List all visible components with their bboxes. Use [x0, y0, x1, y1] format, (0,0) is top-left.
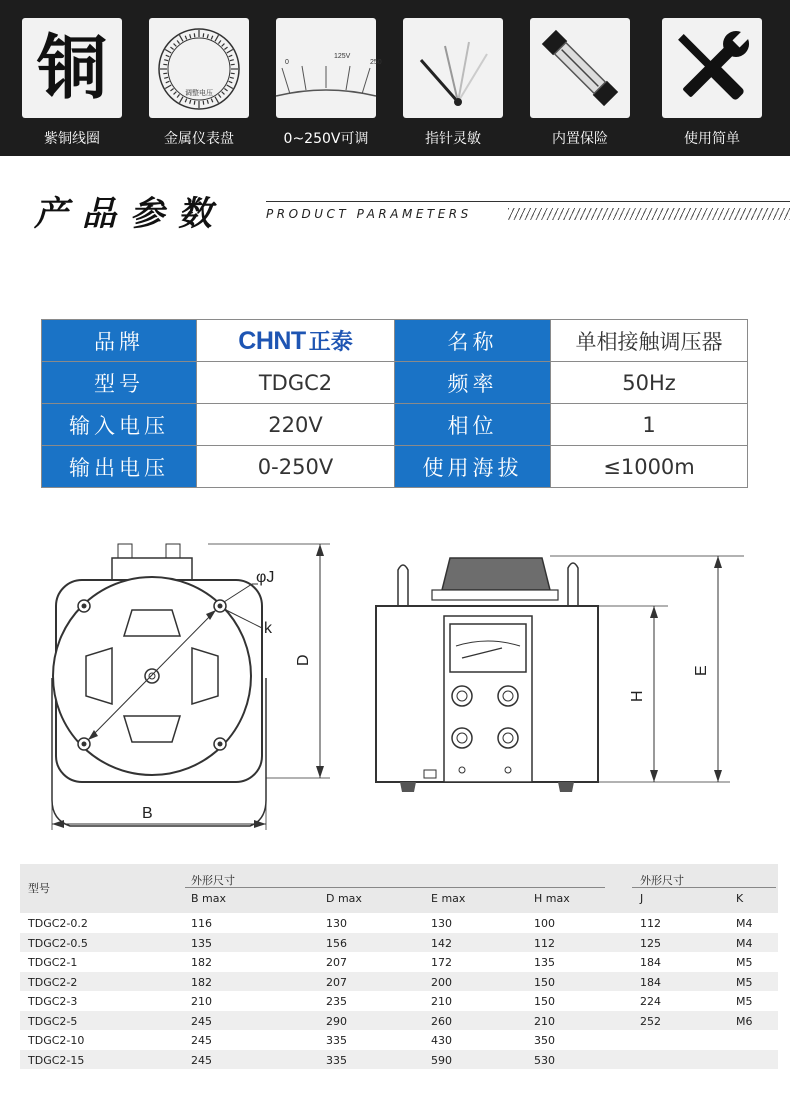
param-row: [42, 320, 748, 362]
param-value: 50Hz: [551, 362, 748, 404]
dial-tick: [203, 33, 204, 37]
dial-tick: [166, 81, 170, 83]
cell-e: 172: [431, 956, 452, 969]
param-key: 名称: [395, 320, 551, 362]
cell-h: 150: [534, 975, 555, 989]
dim-label-k: k: [264, 620, 272, 637]
feature-copper: [22, 18, 122, 148]
dial-tick: [174, 92, 177, 95]
dial-tick: [229, 55, 233, 57]
param-value: 1: [551, 404, 748, 446]
dial-tick: [170, 88, 173, 90]
table-row: [20, 1030, 778, 1050]
table-row: [20, 952, 778, 972]
dial-tick: [163, 73, 167, 74]
dim-label-b: B: [142, 805, 153, 822]
cell-h: 530: [534, 1053, 555, 1067]
sensitive-needle-icon: [403, 18, 503, 118]
feature-strip: [0, 0, 790, 156]
feature-caption: 紫铜线圈: [44, 131, 100, 147]
voltage-scale-icon: [276, 18, 382, 118]
cell-b: 245: [191, 1053, 212, 1067]
cell-b: 245: [191, 1014, 212, 1028]
cell-e: 142: [431, 936, 452, 950]
cell-h: 210: [534, 1014, 555, 1028]
front-view-drawing: [370, 540, 760, 810]
header-k: K: [736, 892, 744, 905]
feature-caption: 使用简单: [684, 131, 740, 147]
dial-tick: [166, 55, 170, 57]
cell-k: M5: [736, 975, 753, 989]
cell-k: M4: [736, 917, 753, 930]
cell-e: 590: [431, 1053, 452, 1067]
cell-j: 125: [640, 936, 661, 950]
param-value: 单相接触调压器: [551, 320, 748, 362]
dial-tick: [207, 100, 208, 104]
feature-caption: 0~250V可调: [283, 131, 369, 147]
fuse-icon: [530, 18, 630, 118]
cell-d: 235: [326, 995, 347, 1008]
param-row: [42, 404, 748, 446]
param-key: 型号: [42, 362, 197, 404]
feature-needle: [403, 18, 503, 148]
cell-model: TDGC2-10: [28, 1034, 85, 1047]
param-row: [42, 446, 748, 488]
spec-table-header: [20, 864, 778, 913]
table-row: [20, 991, 778, 1011]
feature-tools: [662, 18, 762, 148]
scale-label-min: 0: [285, 59, 289, 66]
cell-h: 100: [534, 917, 555, 930]
dial-tick: [218, 40, 220, 43]
cell-b: 182: [191, 956, 212, 969]
brand-logo-cn: 正泰: [308, 330, 353, 355]
dial-tick: [227, 50, 233, 54]
handle-right: [568, 563, 578, 606]
cell-e: 200: [431, 975, 452, 989]
header-h-max: H max: [534, 892, 570, 905]
brand-logo-latin: CHNT: [238, 327, 306, 355]
metal-dial-icon: [149, 18, 249, 118]
dim-label-h: H: [629, 690, 646, 702]
cell-h: 350: [534, 1034, 555, 1047]
cell-j: 184: [640, 956, 661, 969]
section-title: 产品参数: [34, 194, 226, 234]
dial-tick: [230, 60, 234, 61]
handle-left: [398, 565, 408, 606]
cell-j: 224: [640, 995, 661, 1008]
cell-e: 430: [431, 1034, 452, 1047]
meter: [450, 624, 526, 672]
cell-e: 210: [431, 995, 452, 1008]
cell-j: 252: [640, 1014, 661, 1028]
brand-logo: [197, 320, 395, 362]
cell-b: 210: [191, 995, 212, 1008]
dial-tick: [229, 81, 233, 83]
cell-model: TDGC2-3: [28, 995, 78, 1008]
dial-tick: [231, 64, 235, 65]
feature-caption: 内置保险: [552, 131, 608, 147]
param-value: TDGC2: [197, 362, 395, 404]
table-row: [20, 972, 778, 992]
feature-fuse: [530, 18, 630, 148]
dial-tick: [194, 33, 195, 37]
dial-tick: [231, 73, 235, 74]
cell-h: 112: [534, 936, 555, 950]
dial-tick: [207, 34, 208, 38]
dial-tick: [170, 47, 173, 49]
dial-tick: [224, 88, 227, 90]
dim-label-d: D: [295, 654, 312, 666]
table-row: [20, 1050, 778, 1070]
param-table: [41, 319, 748, 488]
cell-model: TDGC2-0.2: [28, 917, 88, 930]
cell-k: M6: [736, 1014, 753, 1028]
dial-tick: [194, 101, 195, 105]
dial-tick: [163, 64, 167, 65]
copper-glyph-icon: [22, 18, 122, 118]
dial-tick: [211, 36, 213, 40]
section-hatch: [508, 208, 790, 220]
cell-j: 184: [640, 975, 661, 989]
dial-tick: [190, 34, 191, 38]
cell-d: 207: [326, 975, 347, 989]
header-model: 型号: [28, 882, 50, 895]
dial-tick: [180, 35, 184, 41]
spec-table: [20, 864, 778, 1069]
cell-d: 290: [326, 1014, 347, 1028]
param-row: [42, 362, 748, 404]
header-b-max: B max: [191, 892, 227, 905]
cell-model: TDGC2-2: [28, 975, 78, 989]
param-key: 输出电压: [42, 446, 197, 488]
cell-k: M4: [736, 936, 753, 950]
cell-k: M5: [736, 995, 753, 1008]
scale-label-max: 250: [370, 59, 382, 66]
param-value: 220V: [197, 404, 395, 446]
cell-j: 112: [640, 917, 661, 930]
dial-tick: [222, 44, 225, 47]
dial-tick: [227, 85, 233, 89]
header-d-max: D max: [326, 892, 362, 905]
dial-tick: [190, 100, 191, 104]
dial-label: 调整电压: [185, 89, 213, 97]
feature-scale: [276, 18, 382, 148]
cell-d: 335: [326, 1034, 347, 1047]
cell-model: TDGC2-0.5: [28, 936, 88, 950]
cell-e: 260: [431, 1014, 452, 1028]
cell-b: 182: [191, 975, 212, 989]
dial-tick: [164, 60, 168, 61]
param-key: 使用海拔: [395, 446, 551, 488]
dim-label-e: E: [693, 665, 710, 676]
param-value: ≤1000m: [551, 446, 748, 488]
copper-glyph: 铜: [37, 27, 107, 109]
dial-tick: [215, 35, 219, 41]
param-key: 频率: [395, 362, 551, 404]
dial-tick: [222, 92, 225, 95]
scale-label-mid: 125V: [334, 53, 351, 60]
section-divider: [266, 201, 790, 202]
cell-h: 135: [534, 956, 555, 969]
dial-tick: [203, 101, 204, 105]
feature-dial: [149, 18, 249, 148]
cell-model: TDGC2-1: [28, 956, 78, 969]
param-key: 输入电压: [42, 404, 197, 446]
cell-d: 156: [326, 936, 347, 950]
terminal-left: [118, 544, 132, 558]
top-view-drawing: [30, 530, 350, 850]
control-knob: [442, 558, 550, 590]
table-row: [20, 913, 778, 933]
header-group-2: 外形尺寸: [640, 874, 684, 887]
dim-label-j: φJ: [256, 569, 275, 586]
dial-tick: [174, 44, 177, 47]
wrench-screwdriver-icon: [662, 18, 762, 118]
cell-model: TDGC2-15: [28, 1053, 85, 1067]
param-key: 品牌: [42, 320, 197, 362]
cell-b: 116: [191, 917, 212, 930]
cell-d: 335: [326, 1053, 347, 1067]
cell-h: 150: [534, 995, 555, 1008]
feature-caption: 指针灵敏: [425, 131, 481, 147]
header-e-max: E max: [431, 892, 466, 905]
cell-model: TDGC2-5: [28, 1014, 78, 1028]
dial-tick: [230, 77, 234, 78]
dial-tick: [211, 99, 213, 103]
cell-b: 245: [191, 1034, 212, 1047]
dial-tick: [164, 77, 168, 78]
terminal-right: [166, 544, 180, 558]
dial-tick: [224, 47, 227, 49]
table-row: [20, 1011, 778, 1031]
dial-tick: [185, 36, 187, 40]
header-group-1: 外形尺寸: [191, 874, 235, 887]
param-key: 相位: [395, 404, 551, 446]
cell-e: 130: [431, 917, 452, 930]
dial-tick: [185, 99, 187, 103]
feature-caption: 金属仪表盘: [164, 131, 234, 147]
cell-b: 135: [191, 936, 212, 950]
section-title-en: PRODUCT PARAMETERS: [266, 207, 472, 221]
brand-logo-mark: [238, 325, 352, 356]
table-row: [20, 933, 778, 953]
param-value: 0-250V: [197, 446, 395, 488]
cell-d: 130: [326, 917, 347, 930]
cell-k: M5: [736, 956, 753, 969]
dial-tick: [165, 85, 171, 89]
cell-d: 207: [326, 956, 347, 969]
header-j: J: [640, 892, 644, 905]
dial-tick: [177, 40, 179, 43]
dial-tick: [165, 50, 171, 54]
